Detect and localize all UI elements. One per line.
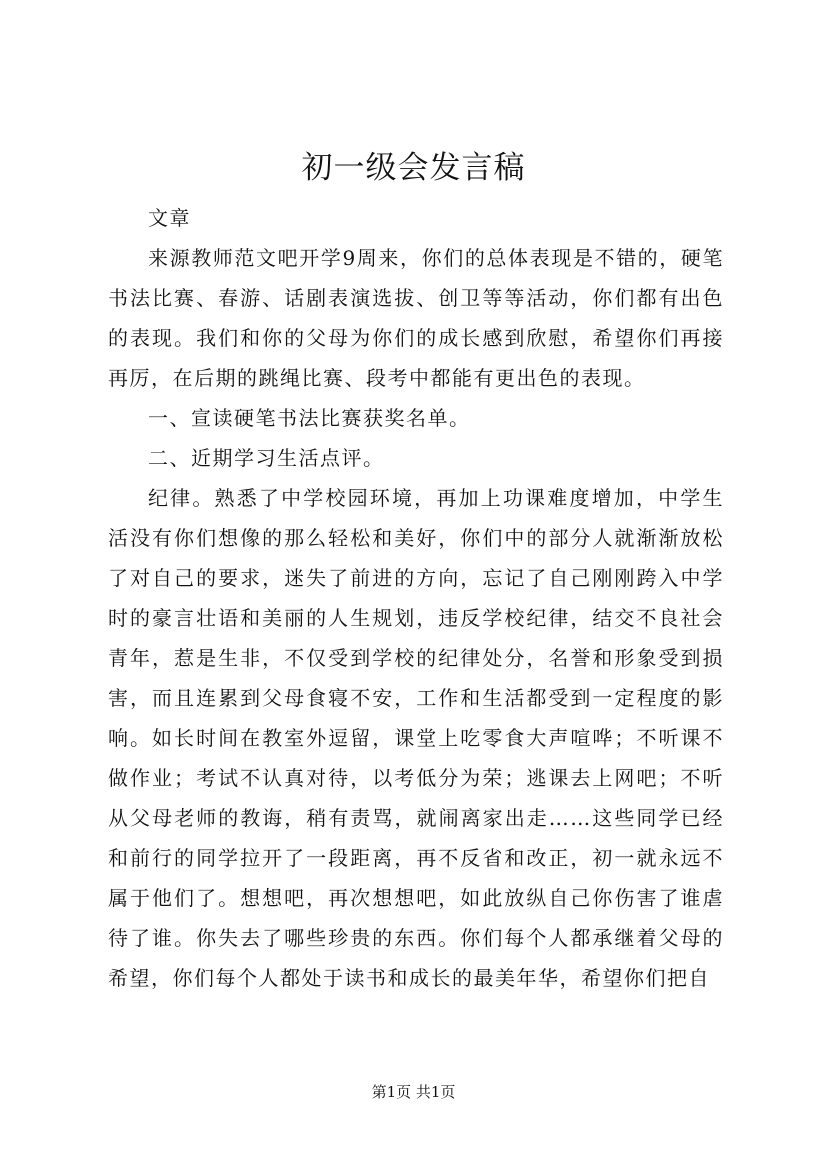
document-title: 初一级会发言稿	[301, 150, 526, 186]
paragraph-source-label: 文章	[148, 206, 191, 230]
paragraph-discipline: 纪律。熟悉了中学校园环境，再加上功课难度增加，中学生活没有你们想像的那么轻松和美好，你们中的部分人就渐渐放松了对自己的要求，迷失了前进的方向，忘记了自己刚刚跨入中学时的豪言壮语和美丽的人生规划，违反学校纪律，结交不良社会青年，惹是生非，不仅受到学校的纪律处分，名誉和形象受到损害，而且连累到父母食寝不安，工作和生活都受到一定程度的影响。如长时间在教室外逗留，课堂上吃零食大声喧哗；不听课不做作业；考试不认真对待，以考低分为荣；逃课去上网吧；不听从父母老师的教诲，稍有责骂，就闹离家出走……这些同学已经和前行的同学拉开了一段距离，再不反省和改正，初一就永远不属于他们了。想想吧，再次想想吧，如此放纵自己你伤害了谁虐待了谁。你失去了哪些珍贵的东西。你们每个人都承继着父母的希望，你们每个人都处于读书和成长的最美年华，希望你们把自	[108, 486, 724, 990]
paragraph-intro: 来源教师范文吧开学9周来，你们的总体表现是不错的，硬笔书法比赛、春游、话剧表演选拔、创卫等等活动，你们都有出色的表现。我们和你的父母为你们的成长感到欣慰，希望你们再接再厉，在后期的跳绳比赛、段考中都能有更出色的表现。	[108, 246, 724, 390]
paragraph-section-one: 一、宣读硬笔书法比赛获奖名单。	[148, 406, 471, 430]
document-body	[108, 198, 724, 998]
paragraph-section-two: 二、近期学习生活点评。	[148, 446, 385, 470]
page-footer: 第1页 共1页	[371, 1083, 456, 1101]
